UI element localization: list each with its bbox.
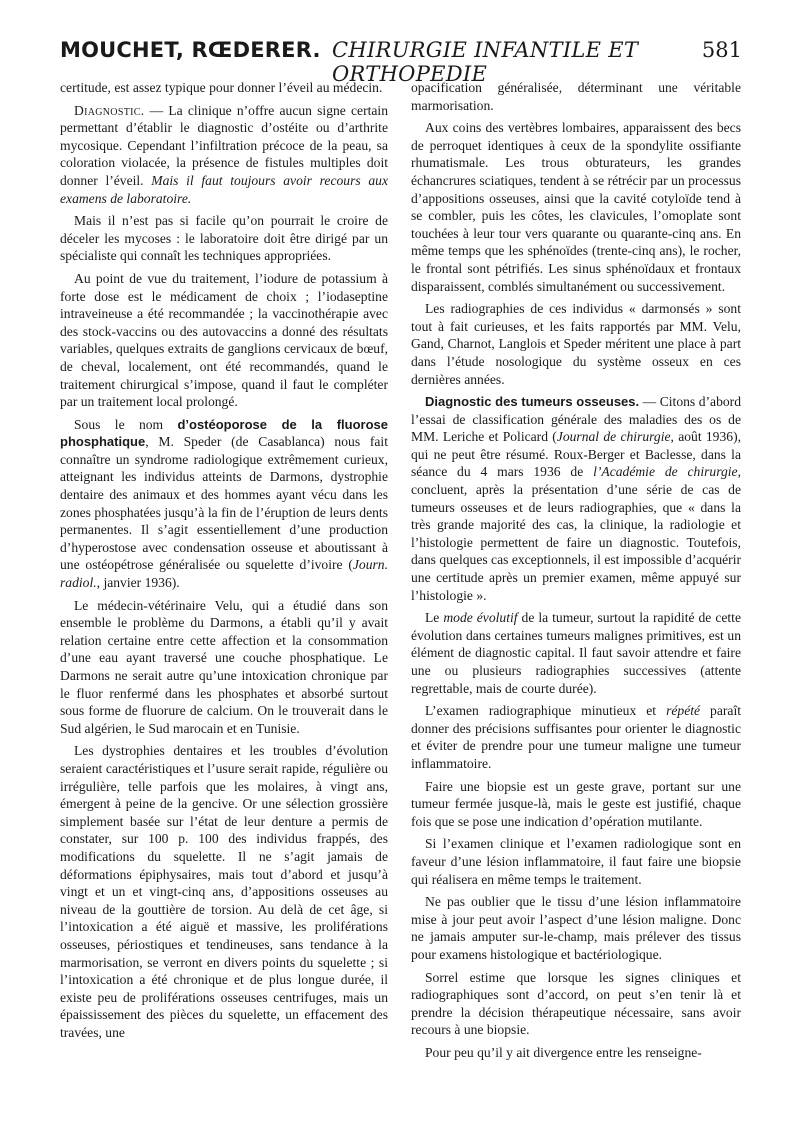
section-lead: Diagnostic. xyxy=(74,102,145,118)
paragraph: opacification généralisée, déterminant une véritable marmorisation. xyxy=(411,80,741,113)
text: , août 1936), qui ne peut être résumé. Roux-Berger et Baclesse, dans la séance du 4 mars 1936 de xyxy=(411,429,741,480)
paragraph: Si l’examen clinique et l’examen radiologique sont en faveur d’une lésion inflammatoire, il faut faire une biopsie qui réalisera en même temps le traitement. xyxy=(411,836,741,887)
paragraph: Les radiographies de ces individus « darmonsés » sont tout à fait curieuses, et les faits rapportés par MM. Velu, Gand, Charnot, Langlois et Speder méritent une place à part dans l’étude nosologique du système osseux en ces dernières années. xyxy=(411,301,741,387)
italic-citation: l’Académie de chirurgie xyxy=(593,464,738,480)
paragraph: Faire une biopsie est un geste grave, portant sur une tumeur fermée jusque-là, mais le geste est justifié, chaque fois que se pose une indication d’opération mutilante. xyxy=(411,778,741,829)
text: — Citons d’abord l’essai de classification générale des maladies des os de MM. Leriche et Policard ( xyxy=(411,394,741,445)
paragraph xyxy=(60,102,388,208)
text: de la tumeur, surtout la rapidité de cette évolution dans certaines tumeurs malignes primitives, est un élément de diagnostic capital. Il faut savoir attendre et faire une ou plusieurs radiographies successives (attente regrettable, mais de courte durée). xyxy=(411,610,741,696)
running-header xyxy=(60,38,742,86)
text: , M. Speder (de Casablanca) nous fait connaître un syndrome radiologique extrêmement curieux, atteignant les individus atteints de Darmons, dystrophie dentaire des animaux et des hommes ayant vécu dans les zones phosphatées jusqu’à la fin de l’éruption de leurs dents permanentes. Il s’agit essentiellement d’une production d’hyperostose avec condensation osseuse et aboutissant à une ostéopétrose généralisée ou squelette d’ivoire ( xyxy=(60,434,388,573)
paragraph: Mais il n’est pas si facile qu’on pourrait le croire de déceler les mycoses : le laboratoire doit être dirigé par un spécialiste qui connaît les techniques appropriées. xyxy=(60,213,388,264)
section-heading: Diagnostic des tumeurs osseuses. xyxy=(425,394,640,410)
text: Sous le nom xyxy=(74,416,178,432)
paragraph xyxy=(60,416,388,592)
text: Le xyxy=(425,610,444,626)
paragraph: Sorrel estime que lorsque les signes cliniques et radiographiques sont d’accord, on peut s’en tenir là et prendre la décision thérapeutique nécessaire, sans avoir recours à une biopsie. xyxy=(411,969,741,1038)
paragraph: Aux coins des vertèbres lombaires, apparaissent des becs de perroquet identiques à ceux de la spondylite ossifiante rhumatismale. Les trous obturateurs, les grandes échancrures sciatiques, tendent à se rétrécir par un processus d’appositions osseuses, ainsi que la cavité cotyloïde tend à se combler, puis les côtes, les clavicules, l’omoplate sont touchées à leur tour vers quarante ou quarante-cinq ans. En même temps que les sphénoïdes (trente-cinq ans), le rocher, le frontal sont pétrifiés. Les sinus sphénoïdaux et frontaux disparaissent, comblés simultanément ou successivement. xyxy=(411,120,741,294)
italic-citation: Journ. radiol. xyxy=(60,557,388,591)
paragraph: Ne pas oublier que le tissu d’une lésion inflammatoire mise à jour peut avoir l’aspect d’une lésion maligne. Donc ne jamais amputer sur-le-champ, mais prélever des tissus pour examens histologique et bactériologique. xyxy=(411,894,741,962)
paragraph xyxy=(411,609,741,697)
paragraph xyxy=(411,393,741,604)
italic-text: mode évolutif xyxy=(443,610,518,626)
header-authors: MOUCHET, RŒDERER. xyxy=(60,38,321,62)
italic-citation: Journal de chirurgie xyxy=(556,429,671,445)
right-column xyxy=(411,79,741,1129)
text: , janvier 1936). xyxy=(96,575,180,591)
text: L’examen radiographique minutieux et xyxy=(425,703,667,719)
italic-text: Mais il faut toujours avoir recours aux examens de laboratoire. xyxy=(60,172,388,206)
text: — La clinique n’offre aucun signe certain permettant d’établir le diagnostic d’ostéite ou d’arthrite mycosique. Cependant l’infiltration précoce de la peau, sa coloration violacée, la présence de fistules multiples doit donner l’éveil. xyxy=(60,102,388,188)
paragraph: Le médecin-vétérinaire Velu, qui a étudié dans son ensemble le problème du Darmons, a établi qu’il y avait relation certaine entre cette affection et la consommation d’une eau ayant traversé une couche phosphatique. Le Darmons ne serait autre qu’une intoxication chronique par le fluor renfermé dans les phosphates et absorbé surtout sous forme de fluorure de calcium. On le trouverait dans le Sud algérien, le Sud marocain et en Tunisie. xyxy=(60,597,388,736)
paragraph: Pour peu qu’il y ait divergence entre les renseigne- xyxy=(425,1044,702,1060)
italic-text: répété xyxy=(666,703,701,719)
paragraph xyxy=(411,702,741,772)
paragraph: Les dystrophies dentaires et les troubles d’évolution seraient caractéristiques et l’usure serait rapide, régulière ou irrégulière, telle parfois que les molaires, à vingt ans, émergent à peine de la gencive. Or une sélection grossière simplement basée sur l’état de leur denture a permis de constater, sur 100 p. 100 des individus frappés, des modifications du squelette. Il ne s’agit jamais de déformations épiphysaires, mais tout d’abord et jusqu’à vingt et un et vingt-cinq ans, d’appositions osseuses au niveau de la gouttière de torsion. Au delà de cet âge, si l’intoxication a été aiguë et massive, les proliférations osseuses, périostiques et tendineuses, sans tendance à la marmorisation, se verront en divers points du squelette ; si l’intoxication a été chronique et de plus longue durée, il existe peu de proliférations osseuses centrifuges, mais un épaississement des pièces du squelette, un effacement des travées, une xyxy=(60,743,388,1040)
header-title: CHIRURGIE INFANTILE ET ORTHOPEDIE xyxy=(332,38,639,86)
paragraph: certitude, est assez typique pour donner l’éveil au médecin. xyxy=(60,80,383,95)
left-column xyxy=(60,79,388,1129)
bold-term: d’ostéoporose de la fluorose phosphatique xyxy=(60,416,388,450)
text: paraît donner des précisions suffisantes pour orienter le diagnostic et éviter de prendre pour une tumeur maligne une tumeur inflammatoire. xyxy=(411,703,741,771)
page-number: 581 xyxy=(701,38,742,62)
text: , concluent, après la présentation d’une série de cas de tumeurs osseuses et de leurs radiographies, que « dans la très grande majorité des cas, la clinique, la radiologie et l’histologie permettent de faire un diagnostic. Toutefois, dans quelques cas exceptionnels, il est impossible d’acquérir une certitude après un premier examen, même appuyé sur l’histologie ». xyxy=(411,464,741,603)
paragraph: Au point de vue du traitement, l’iodure de potassium à forte dose est le médicament de choix ; l’iodaseptine intraveineuse a été recommandée ; la vaccinothérapie avec des stock-vaccins ou des autovaccins a donné des résultats variables, quelques extraits de ganglions cervicaux de bœuf, de cheval, localement, ont été recommandés, quand le traitement chirurgical s’impose, quand il faut le compléter par un traitement local prolongé. xyxy=(60,270,388,410)
